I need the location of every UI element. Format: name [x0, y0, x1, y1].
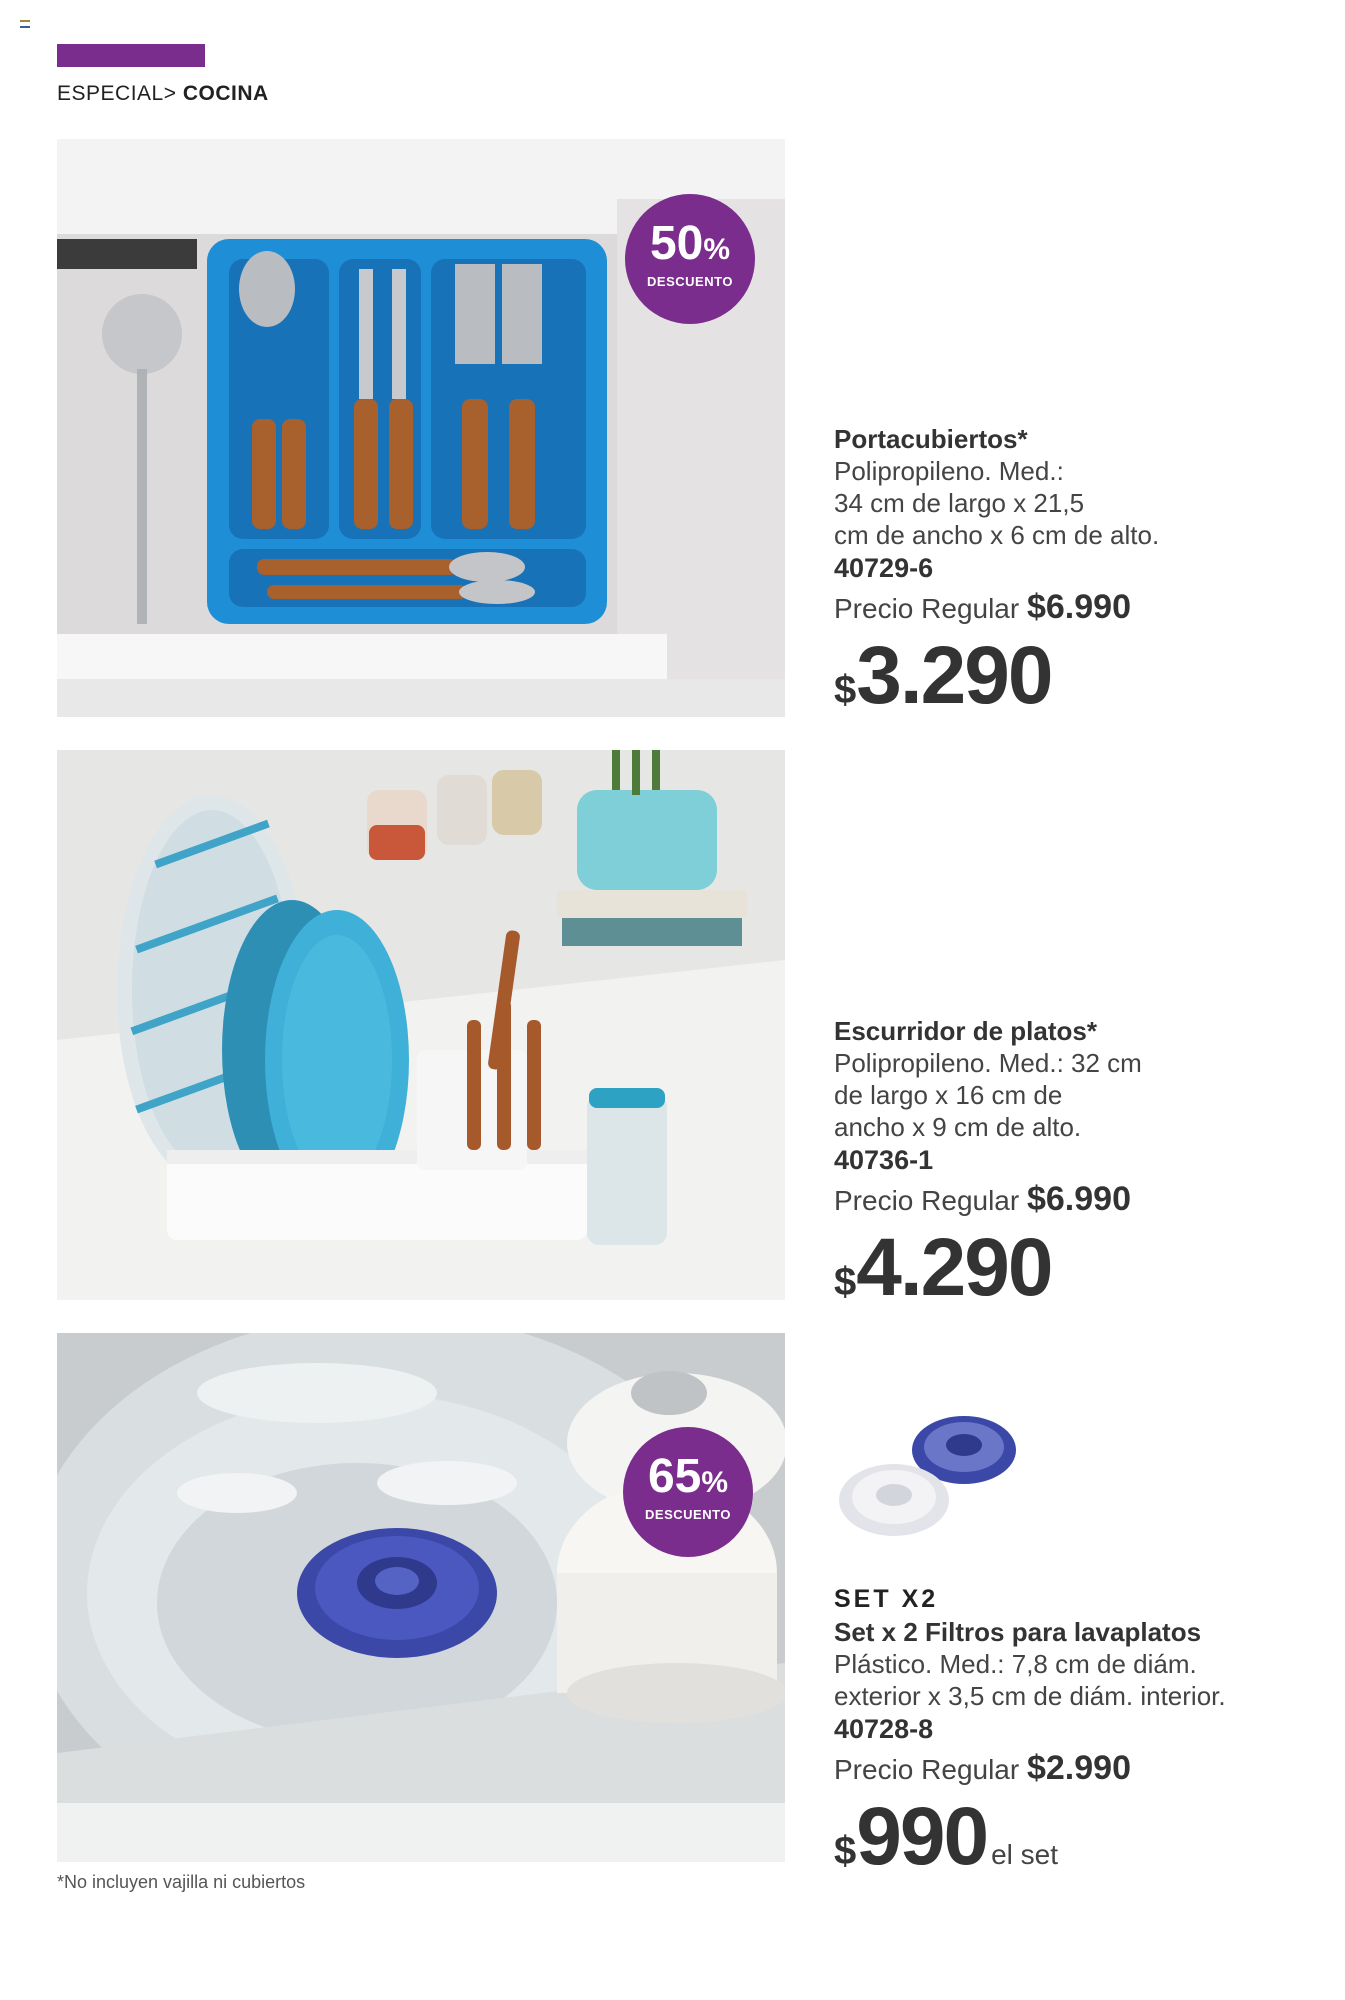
sale-unit: el set [991, 1839, 1059, 1870]
discount-badge-50 [625, 194, 755, 324]
sale-currency: $ [834, 1260, 857, 1304]
breadcrumb-page: COCINA [182, 82, 269, 105]
dish-rack-photo [57, 750, 785, 1300]
regular-price: $2.990 [1026, 1749, 1131, 1787]
badge-percent: 65 [647, 1450, 702, 1503]
product-description-line: exterior x 3,5 cm de diám. interior. [834, 1681, 1226, 1711]
sale-price [834, 630, 1314, 721]
discount-badge-65 [623, 1427, 753, 1557]
product-description-line: de largo x 16 cm de [834, 1080, 1063, 1110]
product-description-line: Polipropileno. Med.: [834, 456, 1064, 486]
badge-label: DESCUENTO [647, 274, 733, 289]
sale-currency: $ [834, 668, 857, 712]
sale-price [834, 1222, 1314, 1313]
product-code: 40736-1 [834, 1145, 934, 1175]
product-description-line: cm de ancho x 6 cm de alto. [834, 520, 1160, 550]
footnote: *No incluyen vajilla ni cubiertos [57, 1872, 306, 1892]
badge-label: DESCUENTO [645, 1507, 731, 1522]
corner-mark [20, 20, 30, 28]
sink-filter-photo [57, 1333, 785, 1862]
regular-price-row [834, 587, 1314, 629]
product-name: Portacubiertos* [834, 424, 1028, 454]
sale-currency: $ [834, 1829, 857, 1873]
regular-price-row [834, 1179, 1314, 1221]
sale-price [834, 1791, 1314, 1882]
product-code: 40729-6 [834, 553, 934, 583]
breadcrumb[interactable] [57, 82, 269, 106]
sale-amount: 4.290 [856, 1222, 1052, 1313]
regular-price-label: Precio Regular [834, 1754, 1020, 1785]
sale-amount: 3.290 [856, 630, 1052, 721]
breadcrumb-section[interactable]: ESPECIAL> [57, 82, 177, 105]
product-description-line: Plástico. Med.: 7,8 cm de diám. [834, 1649, 1197, 1679]
regular-price-label: Precio Regular [834, 593, 1020, 624]
product-description-line: Polipropileno. Med.: 32 cm [834, 1048, 1142, 1078]
product-portacubiertos [834, 423, 1314, 721]
section-color-bar [57, 44, 205, 67]
regular-price-row [834, 1748, 1314, 1790]
product-escurridor [834, 1015, 1314, 1313]
set-label: SET X2 [834, 1585, 939, 1613]
product-description-line: ancho x 9 cm de alto. [834, 1112, 1082, 1142]
product-description-line: 34 cm de largo x 21,5 [834, 488, 1085, 518]
regular-price: $6.990 [1026, 1180, 1131, 1218]
product-name: Set x 2 Filtros para lavaplatos [834, 1617, 1202, 1647]
badge-percent: 50 [649, 217, 704, 270]
product-code: 40728-8 [834, 1714, 934, 1744]
regular-price-label: Precio Regular [834, 1185, 1020, 1216]
product-filtros [834, 1582, 1314, 1882]
sale-amount: 990 [856, 1791, 988, 1882]
filter-set-thumbnail [834, 1405, 1034, 1545]
product-name: Escurridor de platos* [834, 1016, 1097, 1046]
badge-percent-symbol: % [703, 233, 731, 266]
regular-price: $6.990 [1026, 588, 1131, 626]
badge-percent-symbol: % [701, 1466, 729, 1499]
